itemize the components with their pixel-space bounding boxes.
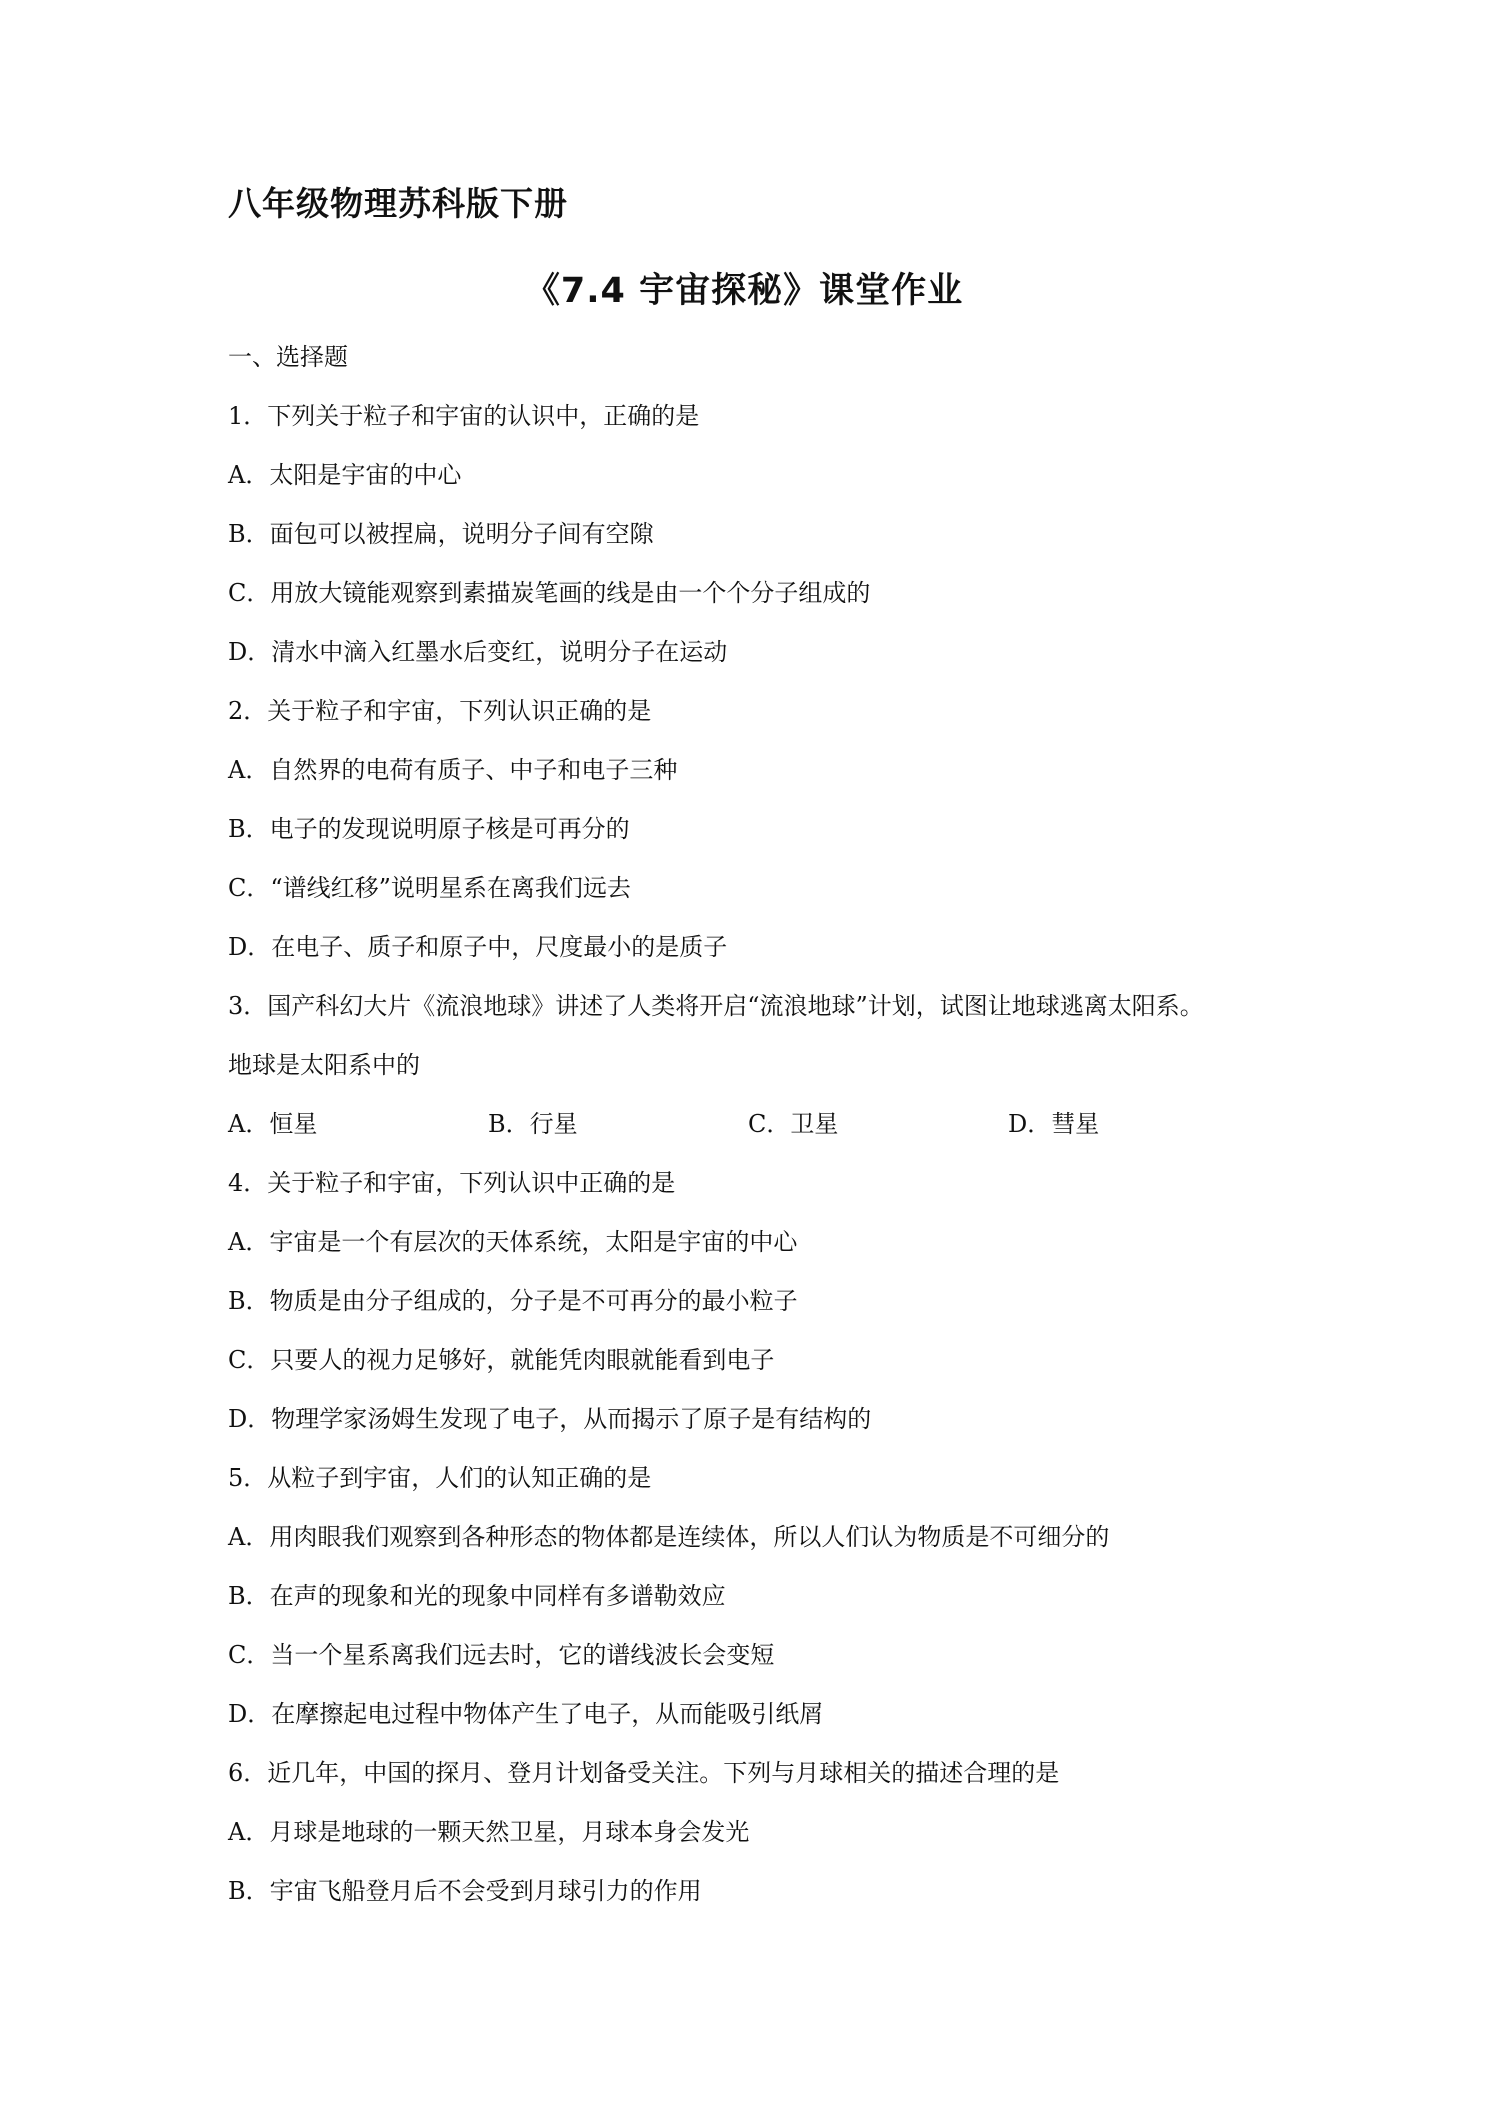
question-1-option-b: B．面包可以被捏扁，说明分子间有空隙 <box>228 520 654 548</box>
question-2-option-b: B．电子的发现说明原子核是可再分的 <box>228 815 630 843</box>
question-6-stem: 6．近几年，中国的探月、登月计划备受关注。下列与月球相关的描述合理的是 <box>228 1759 1060 1787</box>
question-5-option-c: C．当一个星系离我们远去时，它的谱线波长会变短 <box>228 1641 775 1669</box>
question-3-option-d: D．彗星 <box>1008 1110 1100 1138</box>
question-4-option-c: C．只要人的视力足够好，就能凭肉眼就能看到电子 <box>228 1346 775 1374</box>
question-2-stem: 2．关于粒子和宇宙，下列认识正确的是 <box>228 697 652 725</box>
question-6-option-b: B．宇宙飞船登月后不会受到月球引力的作用 <box>228 1877 702 1905</box>
question-3-stem-continued: 地球是太阳系中的 <box>228 1051 420 1079</box>
question-3-stem: 3．国产科幻大片《流浪地球》讲述了人类将开启“流浪地球”计划，试图让地球逃离太阳系。 <box>228 992 1204 1020</box>
question-6-option-a: A．月球是地球的一颗天然卫星，月球本身会发光 <box>228 1818 750 1846</box>
question-5-option-d: D．在摩擦起电过程中物体产生了电子，从而能吸引纸屑 <box>228 1700 824 1728</box>
question-5-option-b: B．在声的现象和光的现象中同样有多谱勒效应 <box>228 1582 726 1610</box>
question-5-option-a: A．用肉眼我们观察到各种形态的物体都是连续体，所以人们认为物质是不可细分的 <box>228 1523 1110 1551</box>
question-1-stem: 1．下列关于粒子和宇宙的认识中，正确的是 <box>228 402 700 430</box>
question-4-stem: 4．关于粒子和宇宙，下列认识中正确的是 <box>228 1169 676 1197</box>
question-3-option-a: A．恒星 <box>228 1110 318 1138</box>
question-2-option-c: C．“谱线红移”说明星系在离我们远去 <box>228 874 631 902</box>
question-3-option-c: C．卫星 <box>748 1110 839 1138</box>
lesson-title: 《7.4 宇宙探秘》课堂作业 <box>524 271 964 311</box>
question-1-option-c: C．用放大镜能观察到素描炭笔画的线是由一个个分子组成的 <box>228 579 871 607</box>
section-heading: 一、选择题 <box>228 343 348 371</box>
question-4-option-b: B．物质是由分子组成的，分子是不可再分的最小粒子 <box>228 1287 798 1315</box>
question-5-stem: 5．从粒子到宇宙，人们的认知正确的是 <box>228 1464 652 1492</box>
subject-title: 八年级物理苏科版下册 <box>228 184 568 223</box>
question-1-option-d: D．清水中滴入红墨水后变红，说明分子在运动 <box>228 638 728 666</box>
question-3-option-b: B．行星 <box>488 1110 578 1138</box>
question-2-option-d: D．在电子、质子和原子中，尺度最小的是质子 <box>228 933 728 961</box>
question-2-option-a: A．自然界的电荷有质子、中子和电子三种 <box>228 756 678 784</box>
question-4-option-a: A．宇宙是一个有层次的天体系统，太阳是宇宙的中心 <box>228 1228 798 1256</box>
question-4-option-d: D．物理学家汤姆生发现了电子，从而揭示了原子是有结构的 <box>228 1405 872 1433</box>
question-1-option-a: A．太阳是宇宙的中心 <box>228 461 462 489</box>
